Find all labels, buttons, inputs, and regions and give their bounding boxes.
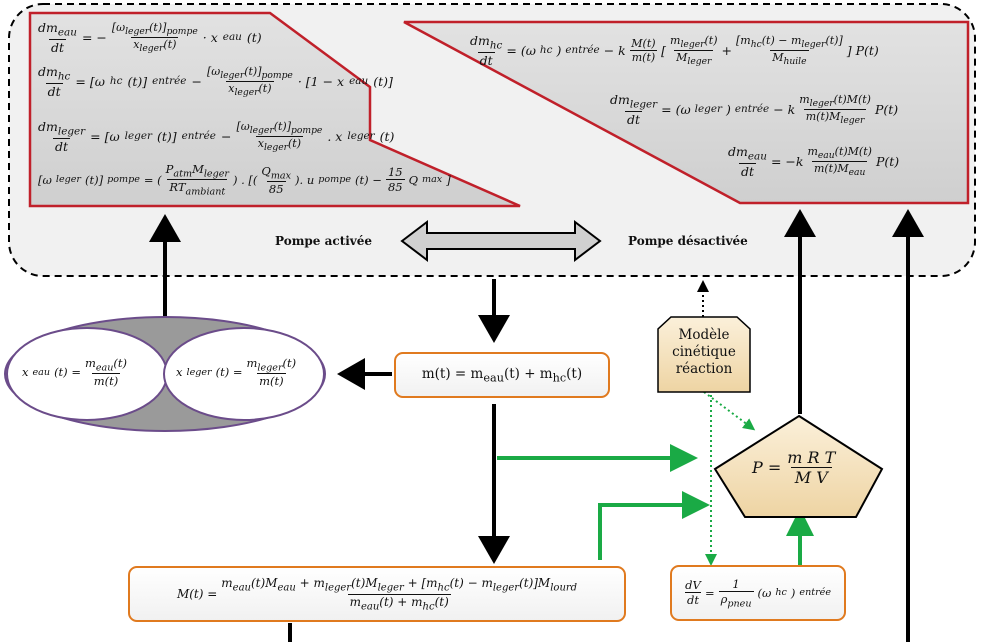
arrow-molar-to-pressure [600, 505, 702, 560]
left-eq-dmleger: $dm_{leger}$ dt = [ω leger (t)] entrée − $[\omega_{leger}(t)]_{pompe}$ $x_{leger}(t)$ . x leger (t) [38, 119, 395, 154]
right-eq-dmleger: $dm_{leger}$ dt = (ω leger ) entrée − k $m_{leger}(t)M(t)$ $m(t)M_{leger}$ P(t) [610, 92, 899, 127]
kinetic-model-label [658, 327, 750, 378]
pressure-formula: P = m R T M V [752, 448, 836, 487]
right-eq-dmhc: $dm_{hc}$ dt = (ω hc ) entrée − k M(t) m(t) [ $m_{leger}(t)$ $M_{leger}$ + $[m_{hc}(t) - m_{leger}(t)]$ $M_{huile}$ ] P(t) [470, 33, 879, 68]
molar-mass-box: M(t) = $m_{eau}(t)M_{eau} + m_{leger}(t)M_{leger} + [m_{hc}(t) - m_{leger}(t)]M_{lourd}$ $m_{eau}(t) + m_{hc}(t)$ [128, 566, 626, 622]
left-eq-dmhc: $dm_{hc}$ dt = [ω hc (t)] entrée − $[\omega_{leger}(t)]_{pompe}$ $x_{leger}(t)$ · [1 − x eau (t)] [38, 64, 393, 99]
pump-on-label: Pompe activée [275, 234, 373, 248]
model-line-3: réaction [675, 361, 733, 377]
volume-box: dV dt = 1 $\rho_{pneu}$ (ω hc ) entrée [670, 565, 846, 621]
model-line-2: cinétique [672, 344, 736, 360]
model-line-1: Modèle [678, 327, 730, 343]
x-leger-formula: x leger (t) = $m_{leger}(t)$ m(t) [176, 356, 297, 389]
mass-sum-box: $m(t) = m_{eau}(t) + m_{hc}(t)$ [394, 352, 610, 398]
x-eau-formula: x eau (t) = $m_{eau}(t)$ m(t) [22, 356, 128, 389]
pump-off-label: Pompe désactivée [628, 234, 748, 248]
left-eq-pump-flow: [ω leger (t)] pompe = ( $P_{atm}M_{leger}$ $RT_{ambiant}$ ) . [( $Q_{max}$ 85 ). u pompe (t) − 15 85 Q max ] [38, 162, 451, 198]
left-eq-dmeau: $dm_{eau}$ dt = − $[\omega_{leger}(t)]_{pompe}$ $x_{leger}(t)$ · x eau (t) [38, 20, 262, 55]
right-eq-dmeau: $dm_{eau}$ dt = −k $m_{eau}(t)M(t)$ $m(t)M_{eau}$ P(t) [728, 144, 900, 179]
